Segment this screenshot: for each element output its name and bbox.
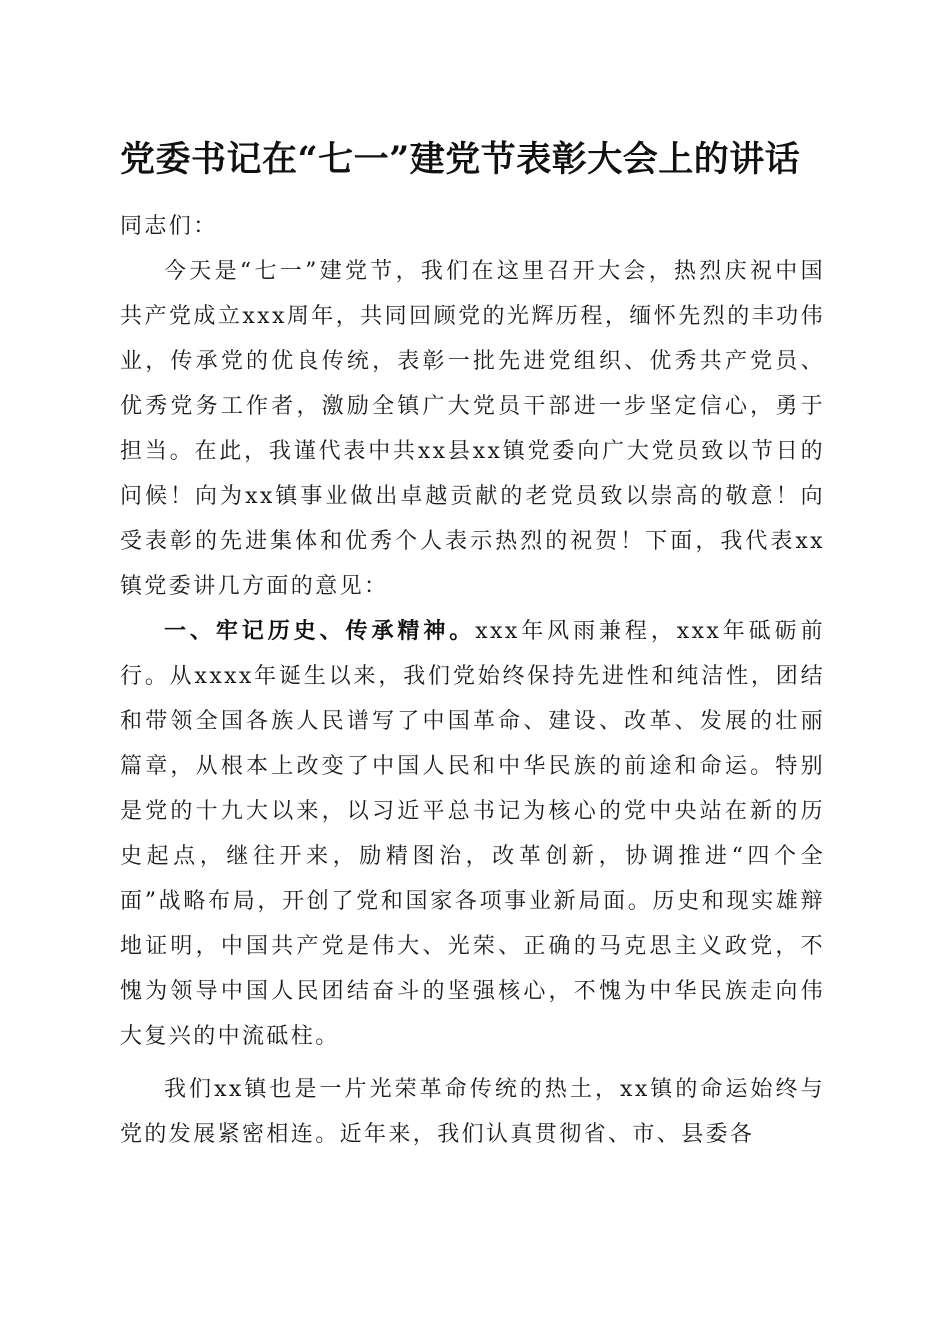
document-title: 党委书记在“七一”建党节表彰大会上的讲话 xyxy=(120,139,801,180)
salutation: 同志们： xyxy=(120,214,218,239)
paragraph-section-one xyxy=(120,609,825,1059)
paragraph-opening: 今天是“七一”建党节，我们在这里召开大会，热烈庆祝中国共产党成立xxx周年，共同回顾党的光辉历程，缅怀先烈的丰功伟业，传承党的优良传统，表彰一批先进党组织、优秀共产党员、优秀党务工作者，激励全镇广大党员干部进一步坚定信心，勇于担当。在此，我谨代表中共xx县xx镇党委向广大党员致以节日的问候！向为xx镇事业做出卓越贡献的老党员致以崇高的敬意！向受表彰的先进集体和优秀个人表示热烈的祝贺！下面，我代表xx镇党委讲几方面的意见： xyxy=(120,259,825,599)
paragraph-local-history: 我们xx镇也是一片光荣革命传统的热土，xx镇的命运始终与党的发展紧密相连。近年来，我们认真贯彻省、市、县委各 xyxy=(120,1077,825,1147)
paragraph-text: xxx年风雨兼程，xxx年砥砺前行。从xxxx年诞生以来，我们党始终保持先进性和纯洁性，团结和带领全国各族人民谱写了中国革命、建设、改革、发展的壮丽篇章，从根本上改变了中国人民和中华民族的前途和命运。特别是党的十九大以来，以习近平总书记为核心的党中央站在新的历史起点，继往开来，励精图治，改革创新，协调推进“四个全面”战略布局，开创了党和国家各项事业新局面。历史和现实雄辩地证明，中国共产党是伟大、光荣、正确的马克思主义政党，不愧为领导中国人民团结奋斗的坚强核心，不愧为中华民族走向伟大复兴的中流砥柱。 xyxy=(120,619,825,1049)
section-heading: 一、牢记历史、传承精神。 xyxy=(164,618,476,644)
document-body xyxy=(120,204,825,1157)
